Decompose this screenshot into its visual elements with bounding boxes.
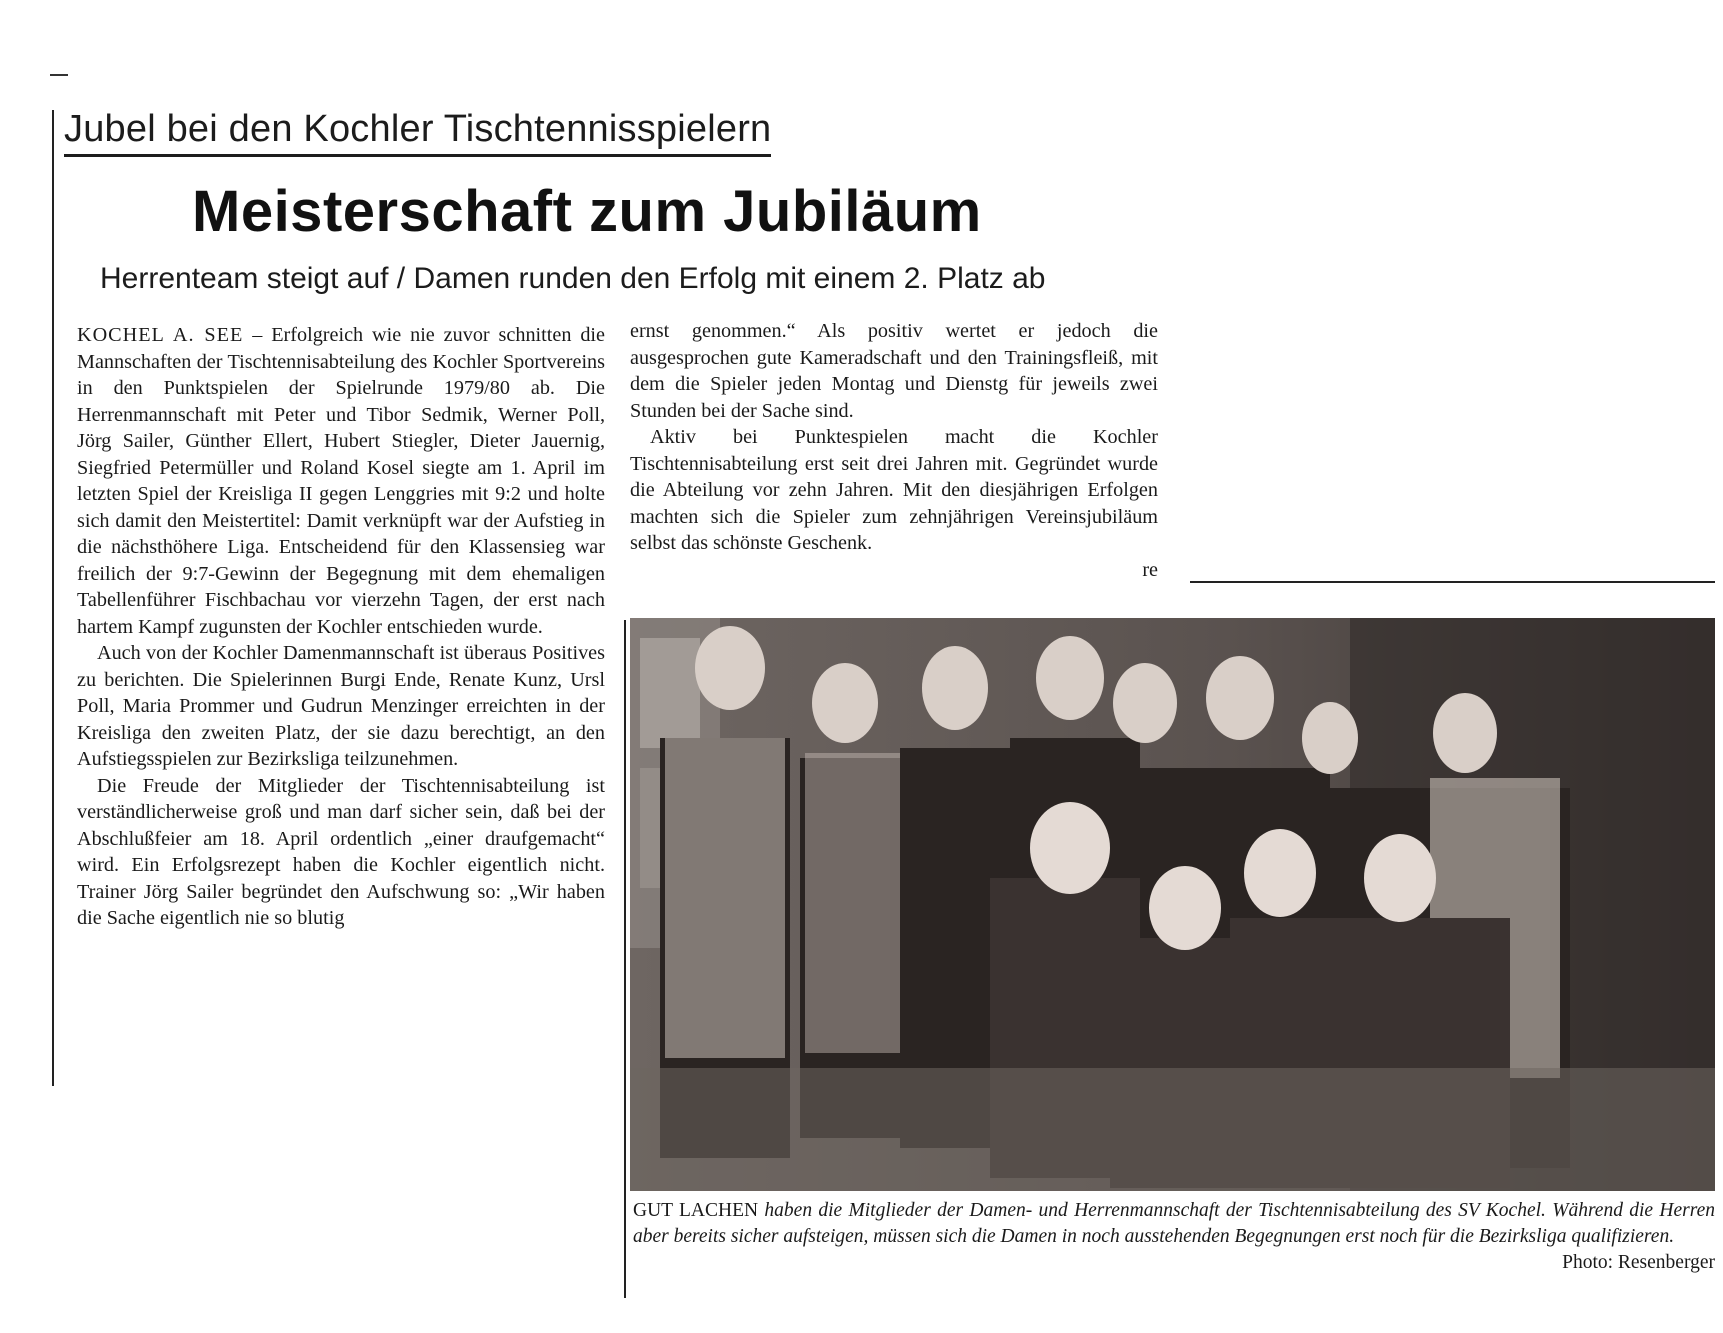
caption-text: haben die Mitglieder der Damen- und Herrenmannschaft der Tischtennisabteilung des SV Kochel. Während die Herren aber bereits sicher aufsteigen, müssen sich die Damen in noch ausstehenden Begegnungen erst noch für die Bezirksliga qualifizieren. bbox=[633, 1200, 1715, 1247]
paragraph-2: Auch von der Kochler Damenmannschaft ist überaus Positives zu berichten. Die Spielerinnen Burgi Ende, Renate Kunz, Ursl Poll, Maria Prommer und Gudrun Menzinger erreichten in der Kreisliga den zweiten Platz, der sie dazu berechtigt, an den Aufstiegsspielen zur Bezirksliga teilzunehmen. bbox=[77, 642, 605, 770]
author-signature: re bbox=[1142, 558, 1158, 581]
column-rule-middle bbox=[624, 620, 626, 1298]
article-subheadline: Herrenteam steigt auf / Damen runden den Erfolg mit einem 2. Platz ab bbox=[100, 262, 1046, 295]
scan-mark bbox=[50, 74, 68, 76]
article-headline: Meisterschaft zum Jubiläum bbox=[192, 179, 982, 244]
paragraph-3-part-1: Die Freude der Mitglieder der Tischtennisabteilung ist verständlicherweise groß und man darf sicher sein, daß bei der Abschlußfeier am 18. April ordentlich „einer draufgemacht“ wird. Ein Erfolgsrezept haben die Kochler eigentlich nicht. Trainer Jörg Sailer begründet den Aufschwung so: „Wir haben die Sache eigentlich nie so blutig bbox=[77, 774, 605, 929]
column-rule-left bbox=[52, 110, 54, 1086]
photo-caption bbox=[633, 1198, 1715, 1276]
text-column-1 bbox=[77, 322, 605, 932]
caption-lead: GUT LACHEN bbox=[633, 1200, 759, 1221]
paragraph-1 bbox=[77, 322, 605, 640]
text-column-2 bbox=[630, 318, 1158, 583]
paragraph-1-body: – Erfolgreich wie nie zuvor schnitten die Mannschaften der Tischtennisabteilung des Kochler Sportvereins in den Punktspielen der Spielrunde 1979/80 ab. Die Herrenmannschaft mit Peter und Tibor Sedmik, Werner Poll, Jörg Sailer, Günther Ellert, Hubert Stiegler, Dieter Jauernig, Siegfried Petermüller und Roland Kosel siegte am 1. April im letzten Spiel der Kreisliga II gegen Lenggries mit 9:2 und holte sich damit den Meistertitel: Damit verknüpft war der Aufstieg in die nächsthöhere Liga. Entscheidend für den Klassensieg war freilich der 9:7-Gewinn der Begegnung mit dem ehemaligen Tabellenführer Fischbachau vor vierzehn Tagen, der erst nach hartem Kampf zugunsten der Kochler entschieden wurde. bbox=[77, 324, 605, 638]
group-photo-illustration bbox=[630, 618, 1715, 1191]
article-kicker: Jubel bei den Kochler Tischtennisspielern bbox=[64, 108, 771, 157]
group-photo bbox=[630, 618, 1715, 1191]
photo-credit: Photo: Resenberger bbox=[1562, 1252, 1715, 1273]
paragraph-4: Aktiv bei Punktespielen macht die Kochler Tischtennisabteilung erst seit drei Jahren mit. Gegründet wurde die Abteilung vor zehn Jahren. Mit den diesjährigen Erfolgen machten sich die Spieler zum zehnjährigen Vereinsjubiläum selbst das schönste Geschenk. bbox=[630, 426, 1158, 554]
photo-rule-top bbox=[1190, 581, 1715, 583]
dateline: KOCHEL A. SEE bbox=[77, 324, 244, 346]
paragraph-3-part-2: ernst genommen.“ Als positiv wertet er jedoch die ausgesprochen gute Kameradschaft und den Trainingsfleiß, mit dem die Spieler jeden Montag und Dienstg für jeweils zwei Stunden bei der Sache sind. bbox=[630, 320, 1158, 422]
